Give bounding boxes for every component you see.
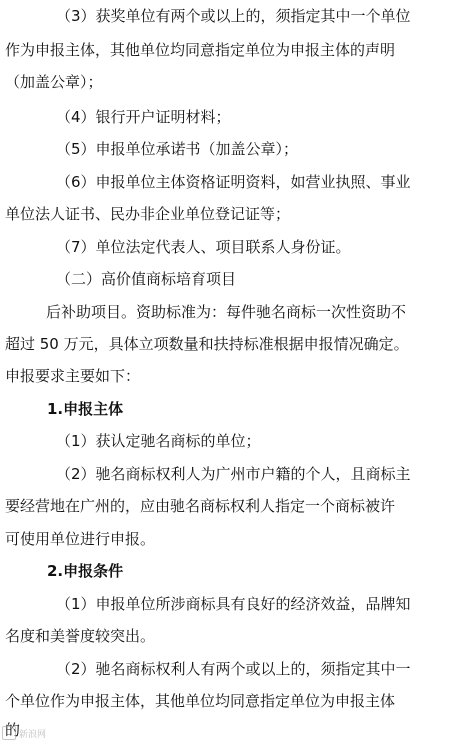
subheading-application-conditions: 2.申报条件 [47,562,124,580]
text-line-8: （7）单位法定代表人、项目联系人身份证。 [56,238,351,256]
subheading-application-subject: 1.申报主体 [47,400,124,418]
section-heading-2: （二）高价值商标培育项目 [56,270,237,288]
text-line-11: 超过 50 万元，具体立项数量和扶持标准根据申报情况确定。 [5,335,409,353]
text-line-23: 的 [5,721,21,739]
text-line-15: （2）驰名商标权利人为广州市户籍的个人，且商标主 [56,465,411,483]
text-line-21: （2）驰名商标权利人有两个或以上的，须指定其中一 [56,660,411,678]
text-line-22: 个单位作为申报主体，其他单位均同意指定单位为申报主体 [5,692,396,710]
text-line-20: 名度和美誉度较突出。 [5,627,156,645]
text-line-17: 可使用单位进行申报。 [5,530,156,548]
text-line-5: （5）申报单位承诺书（加盖公章）； [56,140,299,158]
text-line-7: 单位法人证书、民办非企业单位登记证等； [5,205,291,223]
text-line-2: 作为申报主体，其他单位均同意指定单位为申报主体的声明 [5,41,396,59]
text-line-19: （1）申报单位所涉商标具有良好的经济效益，品牌知 [56,595,411,613]
text-line-6: （6）申报单位主体资格证明资料，如营业执照、事业 [56,173,411,191]
text-line-3: （加盖公章）； [5,73,103,91]
text-line-1: （3）获奖单位有两个或以上的，须指定其中一个单位 [56,7,411,25]
text-line-14: （1）获认定驰名商标的单位； [56,432,261,450]
platform-logo-icon [2,726,16,740]
text-line-12: 申报要求主要如下： [5,367,141,385]
watermark-text: 新浪网 [19,729,47,740]
text-line-10: 后补助项目。资助标准为：每件驰名商标一次性资助不 [46,303,407,321]
text-line-4: （4）银行开户证明材料； [56,108,231,126]
watermark [2,724,46,742]
text-line-16: 要经营地在广州的，应由驰名商标权利人指定一个商标被许 [5,497,396,515]
